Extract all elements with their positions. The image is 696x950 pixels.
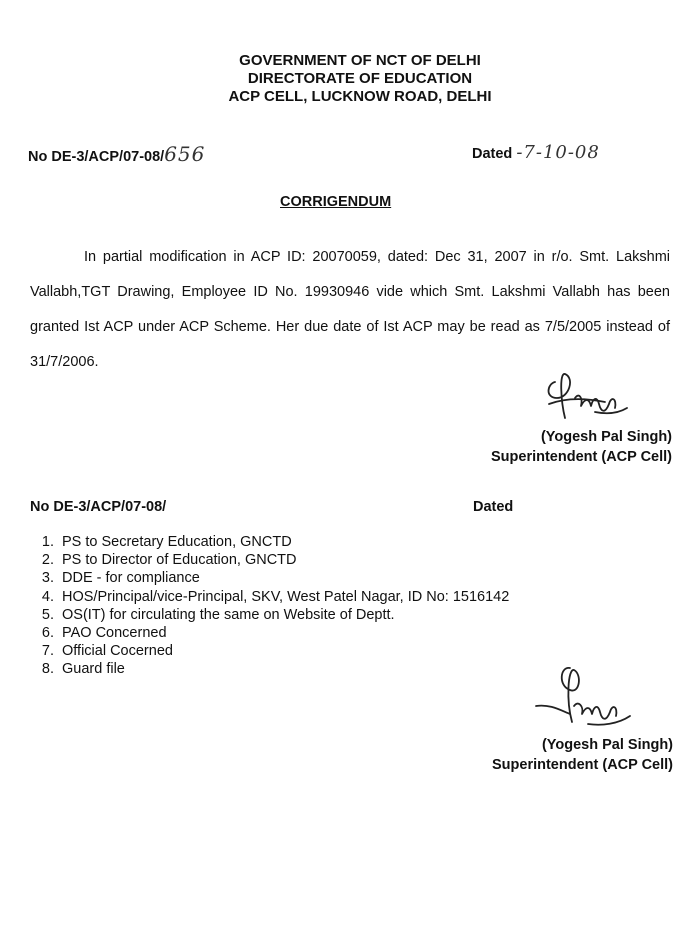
copy-reference-number: No DE-3/ACP/07-08/ bbox=[30, 499, 167, 515]
list-item: 2. PS to Director of Education, GNCTD bbox=[58, 551, 636, 569]
list-item: 5. OS(IT) for circulating the same on Website of Deptt. bbox=[58, 606, 636, 624]
list-item: 3. DDE - for compliance bbox=[58, 569, 636, 587]
list-item: 4. HOS/Principal/vice-Principal, SKV, West Patel Nagar, ID No: 1516142 bbox=[58, 588, 636, 606]
signatory-name: (Yogesh Pal Singh) bbox=[540, 429, 672, 445]
letterhead-office: ACP CELL, LUCKNOW ROAD, DELHI bbox=[228, 88, 492, 105]
list-item: 7. Official Cocerned bbox=[58, 642, 636, 660]
reference-number bbox=[28, 142, 205, 166]
reference-number-label: No DE-3/ACP/07-08/ bbox=[28, 149, 165, 165]
signatory-designation: Superintendent (ACP Cell) bbox=[491, 449, 672, 465]
document-title: CORRIGENDUM bbox=[280, 194, 392, 210]
letterhead-directorate: DIRECTORATE OF EDUCATION bbox=[247, 70, 473, 87]
copy-dated-label: Dated bbox=[473, 499, 514, 515]
signature-2 bbox=[530, 660, 640, 738]
handwritten-reference-number: 656 bbox=[164, 142, 206, 166]
signatory-designation: Superintendent (ACP Cell) bbox=[492, 757, 673, 773]
letterhead bbox=[12, 52, 696, 106]
handwritten-date: -7-10-08 bbox=[516, 142, 600, 163]
reference-date bbox=[472, 142, 600, 163]
signatory-block-1 bbox=[491, 427, 672, 467]
dated-label: Dated bbox=[472, 146, 513, 162]
body-paragraph: In partial modification in ACP ID: 20070059, dated: Dec 31, 2007 in r/o. Smt. Lakshmi Vallabh,TGT Drawing, Employee ID No. 19930946 vide which Smt. Lakshmi Vallabh has been granted Ist ACP under ACP Scheme. Her due date of Ist ACP may be read as 7/5/2005 instead of 31/7/2006. bbox=[30, 249, 670, 370]
signatory-name: (Yogesh Pal Singh) bbox=[541, 737, 673, 753]
list-item: 8. Guard file bbox=[58, 660, 636, 678]
signature-1 bbox=[535, 368, 635, 428]
list-item: 1. PS to Secretary Education, GNCTD bbox=[58, 533, 636, 551]
list-item: 6. PAO Concerned bbox=[58, 624, 636, 642]
letterhead-government: GOVERNMENT OF NCT OF DELHI bbox=[239, 52, 481, 69]
signatory-block-2 bbox=[492, 735, 673, 775]
copy-distribution-list bbox=[36, 533, 636, 679]
